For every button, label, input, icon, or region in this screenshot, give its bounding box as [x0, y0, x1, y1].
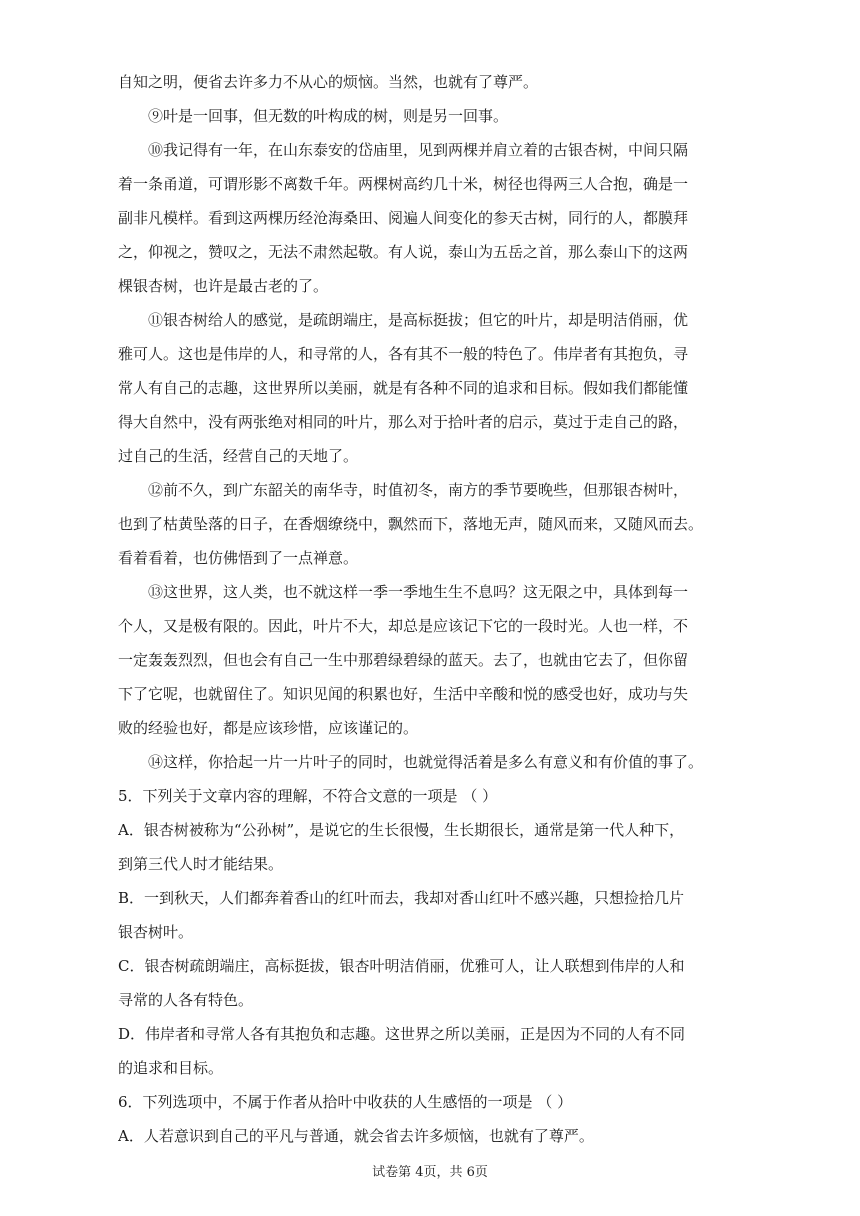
paragraph-12-line: 看着看着，也仿佛悟到了一点禅意。 [118, 549, 359, 567]
paragraph-11-line: 得大自然中，没有两张绝对相同的叶片，那么对于拾叶者的启示，莫过于走自己的路， [118, 413, 689, 431]
question-6-option-a: A．人若意识到自己的平凡与普通，就会省去许多烦恼，也就有了尊严。 [118, 1127, 594, 1145]
paragraph-10-line: 之，仰视之，赞叹之，无法不肃然起敬。有人说，泰山为五岳之首，那么泰山下的这两 [118, 243, 689, 261]
paragraph-12-line: 也到了枯黄坠落的日子，在香烟缭绕中，飘然而下，落地无声，随风而来，又随风而去。 [118, 515, 704, 533]
paragraph-10-line: 棵银杏树，也许是最古老的了。 [118, 277, 329, 295]
paragraph-9: ⑨叶是一回事，但无数的叶构成的树，则是另一回事。 [148, 107, 509, 125]
paragraph-13-line: 败的经验也好，都是应该珍惜，应该谨记的。 [118, 719, 419, 737]
paragraph-12-line: ⑫前不久，到广东韶关的南华寺，时值初冬，南方的季节要晚些，但那银杏树叶， [148, 481, 689, 499]
paragraph-10-line: ⑩我记得有一年，在山东泰安的岱庙里，见到两棵并肩立着的古银杏树，中间只隔 [148, 141, 689, 159]
paragraph-13-line: 一定轰轰烈烈，但也会有自己一生中那碧绿碧绿的蓝天。去了，也就由它去了，但你留 [118, 651, 689, 669]
paragraph-11-line: ⑪银杏树给人的感觉，是疏朗端庄，是高标挺拔；但它的叶片，却是明洁俏丽，优 [148, 311, 689, 329]
question-5-option-c-cont: 寻常的人各有特色。 [118, 991, 254, 1009]
paragraph-11-line: 常人有自己的志趣，这世界所以美丽，就是有各种不同的追求和目标。假如我们都能懂 [118, 379, 689, 397]
question-5-option-c: C．银杏树疏朗端庄，高标挺拔，银杏叶明洁俏丽，优雅可人，让人联想到伟岸的人和 [118, 957, 685, 975]
question-5-option-a-cont: 到第三代人时才能结果。 [118, 855, 284, 873]
question-5-option-b: B．一到秋天，人们都奔着香山的红叶而去，我却对香山红叶不感兴趣，只想捡拾几片 [118, 889, 685, 907]
paragraph-11-line: 雅可人。这也是伟岸的人，和寻常的人，各有其不一般的特色了。伟岸者有其抱负，寻 [118, 345, 689, 363]
paragraph-10-line: 副非凡模样。看到这两棵历经沧海桑田、阅遍人间变化的参天古树，同行的人，都膜拜 [118, 209, 689, 227]
question-5-option-b-cont: 银杏树叶。 [118, 923, 194, 941]
question-5-option-a: A．银杏树被称为“公孙树”，是说它的生长很慢，生长期很长，通常是第一代人种下， [118, 821, 685, 839]
question-5-option-d: D．伟岸者和寻常人各有其抱负和志趣。这世界之所以美丽，正是因为不同的人有不同 [118, 1025, 686, 1043]
page-footer: 试卷第 4页，共 6页 [372, 1165, 488, 1180]
paragraph-13-line: 下了它呢，也就留住了。知识见闻的积累也好，生活中辛酸和悦的感受也好，成功与失 [118, 685, 689, 703]
paragraph-13-line: ⑬这世界，这人类，也不就这样一季一季地生生不息吗？这无限之中，具体到每一 [148, 583, 689, 601]
paragraph-14: ⑭这样，你拾起一片一片叶子的同时，也就觉得活着是多么有意义和有价值的事了。 [148, 753, 704, 771]
question-5-option-d-cont: 的追求和目标。 [118, 1059, 224, 1077]
question-6-stem: 6．下列选项中，不属于作者从拾叶中收获的人生感悟的一项是 （ ） [118, 1093, 573, 1111]
passage-line: 自知之明，便省去许多力不从心的烦恼。当然，也就有了尊严。 [118, 73, 539, 91]
question-5-stem: 5．下列关于文章内容的理解，不符合文意的一项是 （ ） [118, 787, 498, 805]
paragraph-11-line: 过自己的生活，经营自己的天地了。 [118, 447, 359, 465]
paragraph-10-line: 着一条甬道，可谓形影不离数千年。两棵树高约几十米，树径也得两三人合抱，确是一 [118, 175, 689, 193]
paragraph-13-line: 个人，又是极有限的。因此，叶片不大，却总是应该记下它的一段时光。人也一样，不 [118, 617, 689, 635]
